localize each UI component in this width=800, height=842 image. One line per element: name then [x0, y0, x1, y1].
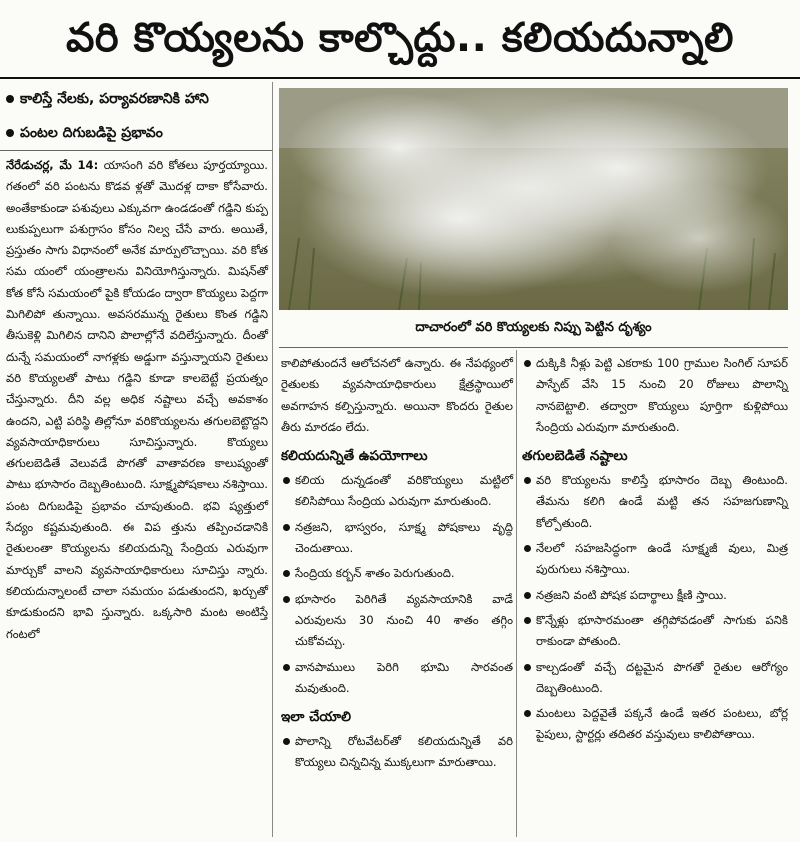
article-intro: యాసంగి వరి కోతలు పూర్తయ్యాయి. గతంలో వరి పంటను కొడవ ళ్లతో మొదళ్ల దాకా కోసేవారు. అంతేకాకుండా పశువులు ఎక్కువగా ఉండడంతో గడ్డిని కుప్ప లుకుప్పలుగా పశుగ్రాసం కోసం నిల్వ చేసే వారు. అయితే, ప్రస్తుతం సాగు విధానంలో అనేక మార్పులొచ్చాయి. వరి కోత సమ యంలో యంత్రాలను వినియోగిస్తున్నారు. మిషన్‌తో కోత కోసే సమయంలో పైకి కోయడం ద్వారా కొయ్యలు పెద్దగా మిగిలిపో తున్నాయి. అవసరమున్న రైతులు కొంత గడ్డిని తీసుకెళ్లి మిగిలిన దానిని పొలాల్లోనే వదిలేస్తున్నారు. దీంతో దున్నే సమయంలో నాగళ్లకు అడ్డుగా వస్తున్నాయని రైతులు వరి కొయ్యలతో పాటు గడ్డిని కూడా కాలబెట్టే ప్రయత్నం చేస్తున్నారు. దీని వల్ల అధిక నష్టాలు వచ్చే అవకాశం ఉందని, ఎట్టి పరిస్థి తిల్లోనూ వరికొయ్యలను తగులబెట్టొద్దని వ్యవసాయాధికారులు సూచిస్తున్నారు. కొయ్యలు తగులబెడితే వెలువడే పొగతో వాతావరణ కాలుష్యంతో పాటు భూసారం దెబ్బతింటుంది. సూక్ష్మపోషకాలు నశిస్తాయి. పంట దిగుబడిపై ప్రభావం చూపుతుంది. భవి ష్యత్తులో సేద్యం కష్టమవుతుంది. ఈ విప త్తును తప్పించడానికి రైతులంతా కొయ్యలను కలియదున్ని సేంద్రియ ఎరువుగా మార్చుకో వాలని వ్యవసాయాధికారులు సూచిస్తు న్నారు. కలియదున్నాలంటే చాలా సమయం పడుతుందని, ఖర్చుతో కూడుకుందని భావి స్తున్నారు. ఒక్కసారి మంట అంటిస్తే గంటలో: [6, 158, 268, 641]
column-divider: [272, 82, 273, 837]
caption-rule: [279, 347, 788, 348]
headline-rule: [0, 77, 800, 79]
news-photo: [279, 88, 788, 310]
howto-item: దుక్కికి నీళ్లు పెట్టి ఎకరాకు 100 గ్రాముల సింగిల్ సూపర్ పాస్ఫేట్ వేసి 15 నుంచి 20 రోజులు పొలాన్ని నానబెట్టాలి. తద్వారా కొయ్యలు పూర్తిగా కుళ్లిపోయి సేంద్రియ ఎరువుగా మారుతుంది.: [522, 353, 788, 438]
dateline: నేరేడుచర్ల, మే 14:: [6, 158, 99, 172]
benefit-item: సేంద్రియ కర్బన్ శాతం పెరుగుతుంది.: [281, 563, 513, 584]
losses-heading: తగులబెడితే నష్టాలు: [522, 448, 628, 465]
bullets-rule: [0, 150, 272, 151]
article-body: [6, 155, 268, 645]
loss-item: నత్రజని వంటి పోషక పదార్థాలు క్షీణి స్తాయి.: [522, 585, 788, 606]
continuation-paragraph: కాలిపోతుందనే ఆలోచనలో ఉన్నారు. ఈ నేపథ్యంలో రైతులకు వ్యవసాయాధికారులు క్షేత్రస్థాయిలో అవగాహన కల్పిస్తున్నారు. అయినా కొందరు రైతుల తీరు మారడం లేదు.: [281, 356, 513, 434]
highlight-bullet: కాలిస్తే నేలకు, పర్యావరణానికి హాని: [6, 82, 274, 116]
column-right: [522, 353, 788, 750]
loss-item: మంటలు పెద్దవైతే పక్కనే ఉండే ఇతర పంటలు, బోర్ల పైపులు, స్టార్టర్లు తదితర వస్తువులు కాలిపోతాయి.: [522, 703, 788, 746]
howto-heading: ఇలా చేయాలి: [281, 709, 351, 726]
loss-item: కాల్చడంతో వచ్చే దట్టమైన పొగతో రైతుల ఆరోగ్యం దెబ్బతింటుంది.: [522, 657, 788, 700]
column-middle: [281, 353, 513, 778]
highlight-bullet: పంటల దిగుబడిపై ప్రభావం: [6, 116, 274, 150]
highlight-bullets: [6, 82, 274, 150]
loss-item: కొన్నేళ్లు భూసారమంతా తగ్గిపోవడంతో సాగుకు పనికి రాకుండా పోతుంది.: [522, 610, 788, 653]
headline: వరి కొయ్యలను కాల్చొద్దు.. కలియదున్నాలి: [65, 15, 734, 61]
loss-item: వరి కొయ్యలను కాలిస్తే భూసారం దెబ్బ తింటుంది. తేమను కలిగి ఉండే మట్టి తన సహజగుణాన్ని కోల్పోతుంది.: [522, 470, 788, 534]
howto-item: పొలాన్ని రోటవేటర్‌తో కలియదున్నితే వరి కొయ్యలు చిన్నచిన్న ముక్కలుగా మారుతాయి.: [281, 731, 513, 774]
column-divider: [516, 350, 517, 837]
photo-caption: దాచారంలో వరి కొయ్యలకు నిప్పు పెట్టిన దృశ్యం: [415, 320, 652, 335]
loss-item: నేలలో సహజసిద్ధంగా ఉండే సూక్ష్మజీ వులు, మిత్ర పురుగులు నశిస్తాయి.: [522, 538, 788, 581]
benefit-item: నత్రజని, భాస్వరం, సూక్ష్మ పోషకాలు వృద్ధి చెందుతాయి.: [281, 517, 513, 560]
benefits-heading: కలియదున్నితే ఉపయోగాలు: [281, 448, 428, 465]
benefit-item: భూసారం పెరిగితే వ్యవసాయానికి వాడే ఎరువులను 30 నుంచి 40 శాతం తగ్గిం చుకోవచ్చు.: [281, 589, 513, 653]
benefit-item: కలియ దున్నడంతో వరికొయ్యలు మట్టిలో కలిసిపోయి సేంద్రియ ఎరువుగా మారుతుంది.: [281, 470, 513, 513]
benefit-item: వానపాములు పెరిగి భూమి సారవంత మవుతుంది.: [281, 657, 513, 700]
